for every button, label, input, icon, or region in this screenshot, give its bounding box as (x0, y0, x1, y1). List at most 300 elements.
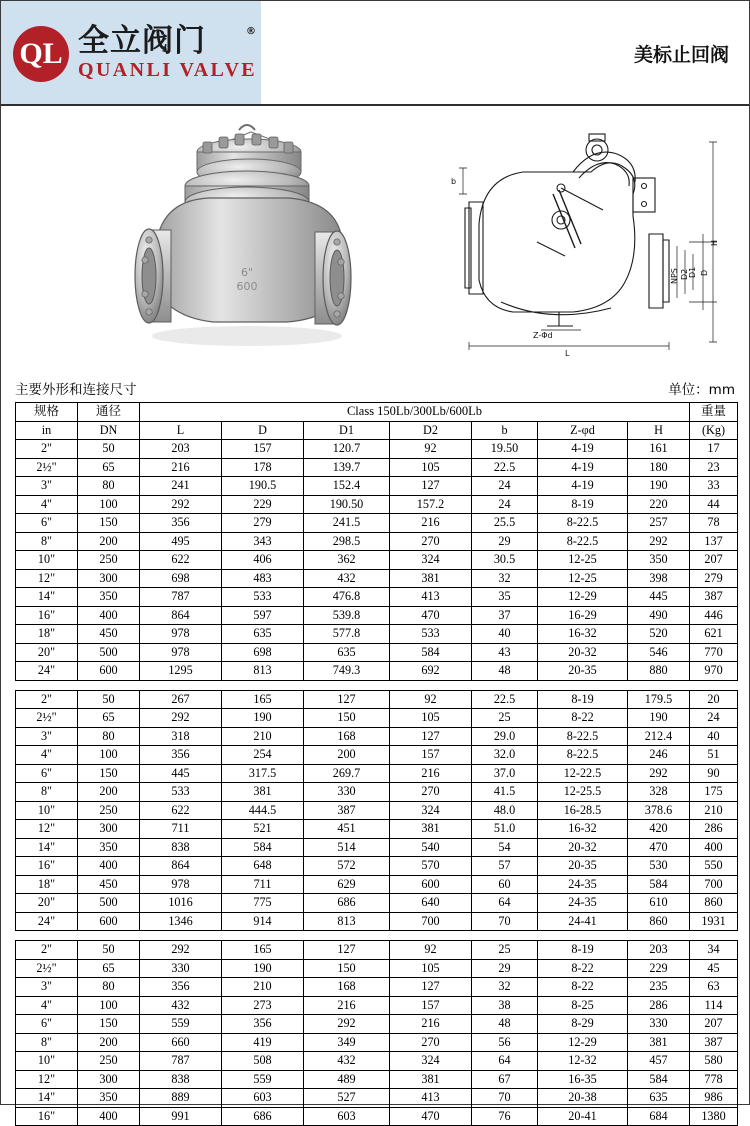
table-cell: 63 (690, 978, 738, 997)
table-cell: 603 (304, 1107, 390, 1126)
table-cell: 292 (628, 764, 690, 783)
table-cell: 400 (78, 1107, 140, 1126)
table-cell: 92 (390, 690, 472, 709)
table-cell: 8-22.5 (538, 727, 628, 746)
table-cell: 584 (222, 838, 304, 857)
table-cell: 350 (628, 551, 690, 570)
table-cell: 490 (628, 606, 690, 625)
table-row (16, 1015, 738, 1034)
table-cell: 640 (390, 894, 472, 913)
table-cell: 12-25.5 (538, 783, 628, 802)
table-cell: 203 (628, 941, 690, 960)
table-cell: 3" (16, 727, 78, 746)
header-kg: (Kg) (690, 421, 738, 440)
table-cell: 356 (140, 514, 222, 533)
table-row (16, 727, 738, 746)
table-cell: 33 (690, 477, 738, 496)
table-cell: 190.50 (304, 495, 390, 514)
table-cell: 533 (222, 588, 304, 607)
table-cell: 200 (304, 746, 390, 765)
table-row (16, 532, 738, 551)
table-cell: 787 (140, 1052, 222, 1071)
table-cell: 533 (390, 625, 472, 644)
table-cell: 381 (222, 783, 304, 802)
valve-photo (71, 114, 401, 366)
table-cell: 12-32 (538, 1052, 628, 1071)
table-cell: 210 (690, 801, 738, 820)
table-cell: 635 (304, 643, 390, 662)
table-cell: 4-19 (538, 477, 628, 496)
table-cell: 292 (628, 532, 690, 551)
table-cell: 698 (140, 569, 222, 588)
header-cell-weight: 重量 (690, 403, 738, 422)
table-cell: 292 (304, 1015, 390, 1034)
table-cell: 78 (690, 514, 738, 533)
table-row (16, 783, 738, 802)
table-cell: 229 (628, 959, 690, 978)
table-cell: 521 (222, 820, 304, 839)
table-cell: 30.5 (472, 551, 538, 570)
table-cell: 470 (390, 1107, 472, 1126)
table-cell: 8" (16, 783, 78, 802)
table-cell: 65 (78, 709, 140, 728)
table-cell: 200 (78, 532, 140, 551)
table-cell: 12" (16, 820, 78, 839)
table-cell: 175 (690, 783, 738, 802)
table-row (16, 959, 738, 978)
table-cell: 1931 (690, 912, 738, 931)
table-cell: 8-19 (538, 941, 628, 960)
table-cell: 621 (690, 625, 738, 644)
table-cell: 580 (690, 1052, 738, 1071)
table-cell: 279 (690, 569, 738, 588)
table-cell: 889 (140, 1089, 222, 1108)
table-cell: 330 (628, 1015, 690, 1034)
table-cell: 381 (390, 569, 472, 588)
table-cell: 24-35 (538, 894, 628, 913)
table-cell: 445 (628, 588, 690, 607)
table-cell: 514 (304, 838, 390, 857)
table-cell: 20 (690, 690, 738, 709)
table-cell: 603 (222, 1089, 304, 1108)
table-row (16, 440, 738, 459)
table-cell: 16-29 (538, 606, 628, 625)
table-cell: 991 (140, 1107, 222, 1126)
table-cell: 300 (78, 569, 140, 588)
table-captions (1, 378, 749, 402)
table-cell: 40 (690, 727, 738, 746)
table-cell: 398 (628, 569, 690, 588)
table-cell: 100 (78, 495, 140, 514)
table-cell: 470 (628, 838, 690, 857)
table-cell: 16-32 (538, 820, 628, 839)
table-cell: 8-22.5 (538, 514, 628, 533)
table-cell: 530 (628, 857, 690, 876)
label-D1: D1 (688, 266, 697, 278)
table-cell: 45 (690, 959, 738, 978)
table-cell: 508 (222, 1052, 304, 1071)
table-cell: 6" (16, 1015, 78, 1034)
table-cell: 127 (390, 727, 472, 746)
table-cell: 387 (690, 588, 738, 607)
table-cell: 257 (628, 514, 690, 533)
table-cell: 350 (78, 838, 140, 857)
table-cell: 349 (304, 1033, 390, 1052)
table-cell: 127 (390, 477, 472, 496)
table-cell: 92 (390, 440, 472, 459)
table-row (16, 978, 738, 997)
table-cell: 127 (390, 978, 472, 997)
table-cell: 44 (690, 495, 738, 514)
table-cell: 986 (690, 1089, 738, 1108)
header-in: in (16, 421, 78, 440)
table-cell: 267 (140, 690, 222, 709)
table-cell: 161 (628, 440, 690, 459)
table-cell: 286 (690, 820, 738, 839)
table-cell: 190 (628, 477, 690, 496)
table-cell: 635 (222, 625, 304, 644)
table-cell: 29 (472, 532, 538, 551)
table-cell: 20-32 (538, 838, 628, 857)
table-cell: 328 (628, 783, 690, 802)
table-cell: 10" (16, 801, 78, 820)
unit-caption: 单位：mm (668, 382, 735, 398)
table-cell: 216 (390, 1015, 472, 1034)
table-cell: 813 (304, 912, 390, 931)
table-cell: 577.8 (304, 625, 390, 644)
table-cell: 476.8 (304, 588, 390, 607)
table-cell: 559 (222, 1070, 304, 1089)
table-cell: 684 (628, 1107, 690, 1126)
table-cell: 8-29 (538, 1015, 628, 1034)
table-cell: 356 (140, 746, 222, 765)
table-cell: 12-29 (538, 588, 628, 607)
table-cell: 292 (140, 709, 222, 728)
table-cell: 413 (390, 1089, 472, 1108)
table-cell: 64 (472, 1052, 538, 1071)
table-cell: 686 (304, 894, 390, 913)
table-row (16, 643, 738, 662)
table-cell: 32 (472, 978, 538, 997)
table-cell: 168 (304, 978, 390, 997)
table-cell: 692 (390, 662, 472, 681)
table-cell: 50 (78, 941, 140, 960)
table-cell: 1016 (140, 894, 222, 913)
table-cell: 157 (222, 440, 304, 459)
table-cell: 8-19 (538, 495, 628, 514)
table-cell: 572 (304, 857, 390, 876)
table-cell: 8" (16, 1033, 78, 1052)
table-cell: 127 (304, 690, 390, 709)
valve-line-drawing (441, 116, 731, 366)
table-cell: 318 (140, 727, 222, 746)
table-row (16, 477, 738, 496)
label-D2: D2 (680, 268, 689, 280)
table-cell: 330 (140, 959, 222, 978)
table-cell: 43 (472, 643, 538, 662)
table-cell: 635 (628, 1089, 690, 1108)
table-cell: 150 (304, 709, 390, 728)
table-cell: 65 (78, 959, 140, 978)
table-cell: 8-22.5 (538, 532, 628, 551)
table-cell: 14" (16, 1089, 78, 1108)
table-cell: 317.5 (222, 764, 304, 783)
table-body-section-3 (16, 941, 738, 1126)
table-cell: 292 (140, 495, 222, 514)
table-row (16, 662, 738, 681)
table-cell: 813 (222, 662, 304, 681)
table-cell: 17 (690, 440, 738, 459)
table-cell: 711 (140, 820, 222, 839)
table-cell: 38 (472, 996, 538, 1015)
table-cell: 19.50 (472, 440, 538, 459)
table-row (16, 820, 738, 839)
table-cell: 489 (304, 1070, 390, 1089)
table-cell: 470 (390, 606, 472, 625)
table-cell: 65 (78, 458, 140, 477)
table-cell: 207 (690, 1015, 738, 1034)
table-row (16, 514, 738, 533)
table-cell: 749.3 (304, 662, 390, 681)
table-cell: 324 (390, 1052, 472, 1071)
table-cell: 500 (78, 643, 140, 662)
table-cell: 540 (390, 838, 472, 857)
table-cell: 18" (16, 875, 78, 894)
table-row (16, 690, 738, 709)
table-cell: 14" (16, 588, 78, 607)
spec-tables (1, 402, 749, 1126)
table-cell: 16" (16, 857, 78, 876)
table-cell: 24" (16, 662, 78, 681)
table-cell: 432 (140, 996, 222, 1015)
table-cell: 32.0 (472, 746, 538, 765)
page-header (1, 1, 749, 106)
table-cell: 2" (16, 440, 78, 459)
table-row (16, 912, 738, 931)
table-cell: 550 (690, 857, 738, 876)
table-row (16, 569, 738, 588)
table-cell: 686 (222, 1107, 304, 1126)
table-cell: 400 (78, 857, 140, 876)
table-cell: 300 (78, 1070, 140, 1089)
table-cell: 207 (690, 551, 738, 570)
table-cell: 778 (690, 1070, 738, 1089)
table-cell: 6" (16, 514, 78, 533)
table-cell: 120.7 (304, 440, 390, 459)
table-cell: 648 (222, 857, 304, 876)
table-cell: 356 (222, 1015, 304, 1034)
table-cell: 210 (222, 978, 304, 997)
table-row (16, 1089, 738, 1108)
table-cell: 35 (472, 588, 538, 607)
table-cell: 29.0 (472, 727, 538, 746)
table-cell: 14" (16, 838, 78, 857)
table-cell: 54 (472, 838, 538, 857)
table-cell: 50 (78, 440, 140, 459)
table-cell: 105 (390, 959, 472, 978)
table-cell: 12" (16, 1070, 78, 1089)
table-cell: 190 (222, 709, 304, 728)
table-cell: 216 (304, 996, 390, 1015)
header-D2: D2 (390, 421, 472, 440)
table-cell: 432 (304, 1052, 390, 1071)
table-cell: 67 (472, 1070, 538, 1089)
table-cell: 16-35 (538, 1070, 628, 1089)
table-cell: 250 (78, 801, 140, 820)
table-cell: 387 (304, 801, 390, 820)
table-cell: 241.5 (304, 514, 390, 533)
table-cell: 324 (390, 551, 472, 570)
table-row (16, 1033, 738, 1052)
table-cell: 286 (628, 996, 690, 1015)
header-cell-spec: 规格 (16, 403, 78, 422)
table-cell: 48 (472, 662, 538, 681)
table-cell: 8-22.5 (538, 746, 628, 765)
table-cell: 250 (78, 1052, 140, 1071)
table-cell: 105 (390, 709, 472, 728)
table-cell: 270 (390, 532, 472, 551)
table-cell: 34 (690, 941, 738, 960)
table-cell: 270 (390, 1033, 472, 1052)
table-cell: 216 (390, 514, 472, 533)
table-cell: 4" (16, 996, 78, 1015)
table-cell: 57 (472, 857, 538, 876)
spec-table-2 (15, 690, 738, 932)
table-cell: 23 (690, 458, 738, 477)
table-cell: 18" (16, 625, 78, 644)
table-cell: 1346 (140, 912, 222, 931)
table-cell: 300 (78, 820, 140, 839)
table-cell: 8-25 (538, 996, 628, 1015)
table-row (16, 458, 738, 477)
table-row (16, 1070, 738, 1089)
table-cell: 216 (390, 764, 472, 783)
table-row (16, 1052, 738, 1071)
logo-block (1, 1, 261, 106)
table-cell: 500 (78, 894, 140, 913)
table-cell: 457 (628, 1052, 690, 1071)
table-row (16, 625, 738, 644)
table-cell: 298.5 (304, 532, 390, 551)
table-cell: 584 (628, 1070, 690, 1089)
table-cell: 12-22.5 (538, 764, 628, 783)
table-cell: 4" (16, 495, 78, 514)
table-cell: 2½" (16, 959, 78, 978)
table-cell: 629 (304, 875, 390, 894)
table-cell: 770 (690, 643, 738, 662)
table-header-en (16, 421, 738, 440)
table-cell: 559 (140, 1015, 222, 1034)
table-header-cn (16, 403, 738, 422)
table-cell: 20-38 (538, 1089, 628, 1108)
header-H: H (628, 421, 690, 440)
svg-text:600: 600 (236, 280, 258, 293)
table-cell: 12-29 (538, 1033, 628, 1052)
table-cell: 190.5 (222, 477, 304, 496)
table-cell: 92 (390, 941, 472, 960)
table-cell: 978 (140, 643, 222, 662)
table-cell: 29 (472, 959, 538, 978)
table-cell: 41.5 (472, 783, 538, 802)
table-cell: 970 (690, 662, 738, 681)
registered-trademark-icon: ® (246, 26, 258, 38)
table-cell: 25 (472, 941, 538, 960)
table-cell: 378.6 (628, 801, 690, 820)
table-cell: 20-35 (538, 857, 628, 876)
table-cell: 80 (78, 978, 140, 997)
table-row (16, 746, 738, 765)
table-cell: 16-28.5 (538, 801, 628, 820)
table-cell: 24 (472, 495, 538, 514)
header-D1: D1 (304, 421, 390, 440)
table-row (16, 838, 738, 857)
table-cell: 157 (390, 746, 472, 765)
table-row (16, 551, 738, 570)
table-cell: 584 (628, 875, 690, 894)
table-row (16, 1107, 738, 1126)
table-cell: 37 (472, 606, 538, 625)
table-cell: 24-35 (538, 875, 628, 894)
brand-name-cn (78, 25, 257, 58)
table-cell: 157.2 (390, 495, 472, 514)
table-cell: 24" (16, 912, 78, 931)
header-cell-class: Class 150Lb/300Lb/600Lb (140, 403, 690, 422)
table-cell: 64 (472, 894, 538, 913)
table-cell: 150 (78, 1015, 140, 1034)
table-cell: 406 (222, 551, 304, 570)
table-cell: 220 (628, 495, 690, 514)
table-cell: 20-35 (538, 662, 628, 681)
table-cell: 20" (16, 894, 78, 913)
table-cell: 152.4 (304, 477, 390, 496)
table-cell: 100 (78, 746, 140, 765)
table-cell: 24-41 (538, 912, 628, 931)
table-cell: 450 (78, 625, 140, 644)
label-H: H (710, 239, 719, 246)
table-spacer-1 (15, 681, 735, 690)
table-cell: 24 (690, 709, 738, 728)
table-cell: 533 (140, 783, 222, 802)
table-cell: 168 (304, 727, 390, 746)
table-cell: 775 (222, 894, 304, 913)
table-cell: 48.0 (472, 801, 538, 820)
label-NPS: NPS (670, 268, 679, 284)
table-cell: 180 (628, 458, 690, 477)
table-body-section-1 (16, 440, 738, 681)
table-cell: 137 (690, 532, 738, 551)
table-cell: 880 (628, 662, 690, 681)
table-cell: 864 (140, 857, 222, 876)
table-cell: 139.7 (304, 458, 390, 477)
table-cell: 413 (390, 588, 472, 607)
table-row (16, 857, 738, 876)
table-cell: 978 (140, 625, 222, 644)
table-cell: 150 (304, 959, 390, 978)
table-cell: 420 (628, 820, 690, 839)
brand-name-en: QUANLI VALVE (78, 58, 258, 81)
table-cell: 838 (140, 1070, 222, 1089)
table-body-section-2 (16, 690, 738, 931)
table-cell: 165 (222, 690, 304, 709)
table-cell: 16" (16, 1107, 78, 1126)
table-cell: 279 (222, 514, 304, 533)
table-cell: 216 (140, 458, 222, 477)
table-cell: 25 (472, 709, 538, 728)
table-cell: 70 (472, 912, 538, 931)
table-cell: 12" (16, 569, 78, 588)
table-cell: 105 (390, 458, 472, 477)
label-b: b (451, 177, 457, 186)
